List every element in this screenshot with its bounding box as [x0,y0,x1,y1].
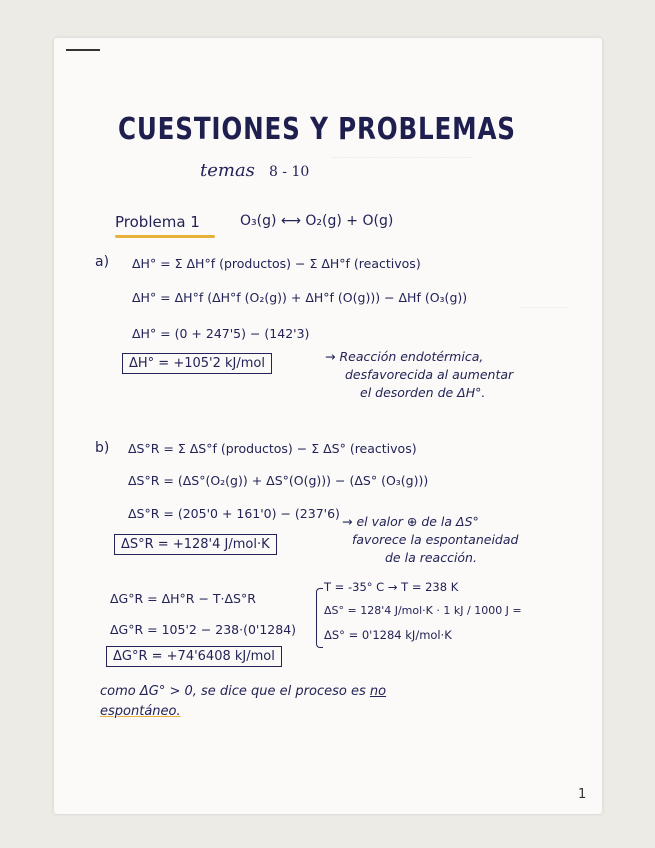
problem-underline [115,235,215,238]
part-b-note-2: favorece la espontaneidad [352,532,519,547]
part-b-line-2: ΔS°R = (ΔS°(O₂(g)) + ΔS°(O(g))) − (ΔS° (O₃(g))) [128,473,429,488]
problem-label: Problema 1 [115,213,200,231]
part-b-result-box: ΔS°R = +128'4 J/mol·K [114,534,277,555]
part-a-note-2: desfavorecida al aumentar [345,367,514,382]
subtitle-text: temas [200,160,255,181]
part-a-note-1: → Reacción endotérmica, [325,349,484,364]
part-a-marker: a) [95,254,110,270]
conclusion-line-2: espontáneo. [100,704,181,719]
part-c-side-2: ΔS° = 128'4 J/mol·K · 1 kJ / 1000 J = [324,604,522,617]
part-a-line-2: ΔH° = ΔH°f (ΔH°f (O₂(g)) + ΔH°f (O(g))) − ΔHf (O₃(g)) [132,290,468,305]
part-c-line-1: ΔG°R = ΔH°R − T·ΔS°R [110,591,256,606]
part-a-note-3: el desorden de ΔH°. [360,385,486,400]
part-c-line-2: ΔG°R = 105'2 − 238·(0'1284) [110,622,297,637]
conclusion-line-1 [100,684,386,699]
part-b-marker: b) [95,440,110,456]
part-b-note-3: de la reacción. [385,550,477,565]
conclusion-text: como ΔG° > 0, se dice que el proceso es [100,684,366,699]
show-through: ———————————— [330,150,474,164]
part-c-side-3: ΔS° = 0'1284 kJ/mol·K [324,628,452,642]
part-b-line-3: ΔS°R = (205'0 + 161'0) − (237'6) [128,506,340,521]
part-a-line-1: ΔH° = Σ ΔH°f (productos) − Σ ΔH°f (reactivos) [132,256,421,271]
side-calc-bracket [316,588,323,648]
reaction-equation: O₃(g) ⟷ O₂(g) + O(g) [240,213,394,229]
subtitle-range: 8 - 10 [268,164,310,180]
part-c-side-1: T = -35° C → T = 238 K [324,580,459,594]
part-a-result-box: ΔH° = +105'2 kJ/mol [122,353,272,374]
part-b-line-1: ΔS°R = Σ ΔS°f (productos) − Σ ΔS° (reactivos) [128,441,417,456]
conclusion-no: no [369,684,387,699]
part-a-line-3: ΔH° = (0 + 247'5) − (142'3) [132,326,310,341]
part-c-result-box: ΔG°R = +74'6408 kJ/mol [106,646,282,667]
show-through: ———— [520,300,568,314]
part-b-note-1: → el valor ⊕ de la ΔS° [342,514,479,529]
page-title: CUESTIONES Y PROBLEMAS [118,112,516,147]
top-dash-mark [66,49,100,51]
page-subtitle [200,160,309,181]
page-number: 1 [578,787,587,802]
